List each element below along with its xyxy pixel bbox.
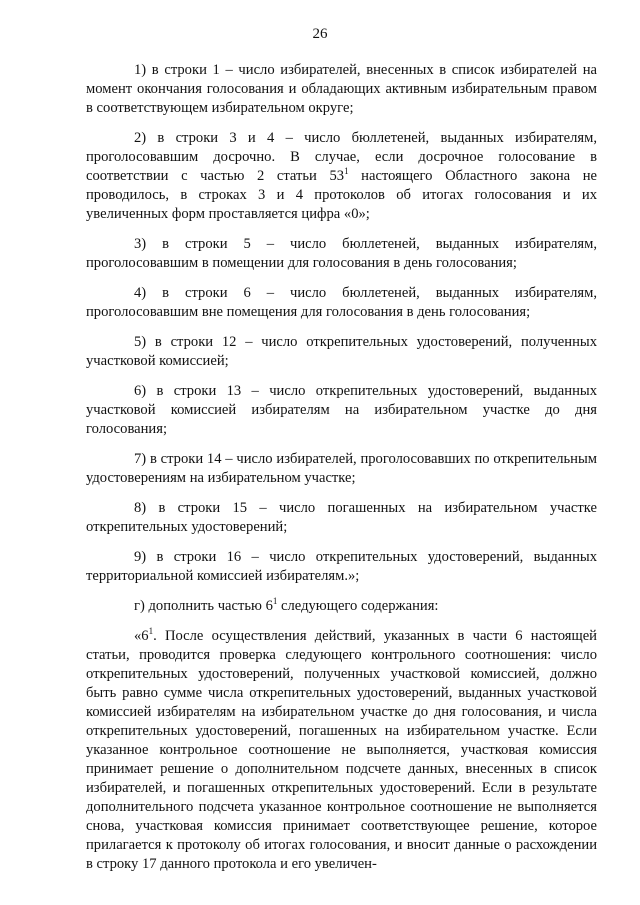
paragraph-item-2 <box>86 129 597 224</box>
paragraph-item-4: 4) в строки 6 – число бюллетеней, выданных избирателям, проголосовавшим вне помещения для голосования в день голосования; <box>86 285 597 320</box>
paragraph-item-2-text-a: 2) в строки 3 и 4 – число бюллетеней, выданных избирателям, проголосовавшим досрочно. В случае, если досрочное голосование в соответствии с частью 2 статьи 53 <box>86 130 597 184</box>
document-body <box>86 61 597 874</box>
paragraph-item-5: 5) в строки 12 – число открепительных удостоверений, полученных участковой комиссией; <box>86 334 597 369</box>
paragraph-item-9: 9) в строки 16 – число открепительных удостоверений, выданных территориальной комиссией избирателям.»; <box>86 549 597 584</box>
superscript: 1 <box>148 626 154 637</box>
paragraph-item-3: 3) в строки 5 – число бюллетеней, выданных избирателям, проголосовавшим в помещении для голосования в день голосования; <box>86 236 597 271</box>
amendment-g-text-b: следующего содержания: <box>277 598 439 614</box>
paragraph-item-7: 7) в строки 14 – число избирателей, проголосовавших по открепительным удостоверениям на избирательном участке; <box>86 451 597 486</box>
superscript: 1 <box>272 596 278 607</box>
paragraph-part-6-1 <box>86 627 597 874</box>
page-number: 26 <box>312 26 328 42</box>
superscript: 1 <box>344 166 349 177</box>
paragraph-item-8: 8) в строки 15 – число погашенных на избирательном участке открепительных удостоверений; <box>86 500 597 535</box>
part-6-1-text-b: . После осуществления действий, указанных в части 6 настоящей статьи, проводится проверка следующего контрольного соотношения: число открепительных удостоверений, полученных участковой комиссией, должно быть равно сумме числа открепительных удостоверений, выданных участковой комиссией избирателям на избирательном участке до дня голосования, и числа открепительных удостоверений, погашенных на избирательном участке. Если указанное контрольное соотношение не выполняется, участковая комиссия принимает решение о дополнительном подсчете данных, внесенных в список избирателей, и погашенных открепительных удостоверений. Если в результате дополнительного подсчета указанное контрольное соотношение не выполняется снова, участковая комиссия принимает соответствующее решение, которое прилагается к протоколу об итогах голосования, и вносит данные о расхождении в строку 17 данного протокола и его увеличен- <box>86 628 597 872</box>
paragraph-item-6: 6) в строки 13 – число открепительных удостоверений, выданных участковой комиссией избирателям на избирательном участке до дня голосования; <box>86 383 597 437</box>
paragraph-item-1: 1) в строки 1 – число избирателей, внесенных в список избирателей на момент окончания голосования и обладающих активным избирательным правом в соответствующем избирательном округе; <box>86 62 597 116</box>
part-6-1-text-a: «6 <box>134 628 149 644</box>
paragraph-item-2-text-b: настоящего Областного закона не проводилось, в строках 3 и 4 протоколов об итогах голосования и их увеличенных форм проставляется цифра «0»; <box>86 168 597 222</box>
paragraph-amendment-g <box>86 597 597 616</box>
amendment-g-text-a: г) дополнить частью 6 <box>134 598 273 614</box>
